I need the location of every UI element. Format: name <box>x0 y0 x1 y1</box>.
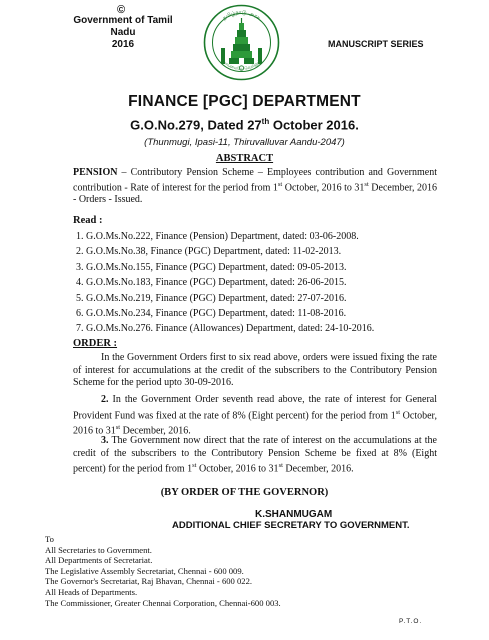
order-paragraph-1: In the Government Orders first to six read above, orders were issued fixing the rate of interest for accumulations at the credit of the subscribers to the Contributory Pension Scheme for the period upto 30-09-2016. <box>73 352 437 388</box>
svg-text:வாய்மையே வெல்லும்: வாய்மையே வெல்லும் <box>221 58 262 71</box>
list-item: 5. G.O.Ms.No.219, Finance (PGC) Department, dated: 27-07-2016. <box>76 292 347 304</box>
department-title: FINANCE [PGC] DEPARTMENT <box>128 93 361 110</box>
list-item: 6. G.O.Ms.No.234, Finance (PGC) Department, dated: 11-08-2016. <box>76 307 347 319</box>
government-name: Government of Tamil Nadu <box>73 15 173 38</box>
go-number-title: G.O.No.279, Dated 27th October 2016. <box>130 117 359 133</box>
signatory-designation: ADDITIONAL CHIEF SECRETARY TO GOVERNMENT. <box>172 520 410 531</box>
list-item: The Commissioner, Greater Chennai Corporation, Chennai-600 003. <box>45 597 281 608</box>
svg-text:தமிழ்நாடு அரசு: தமிழ்நாடு அரசு <box>221 9 262 22</box>
order-paragraph-2: 2. In the Government Order seventh read above, the rate of interest for General Provident Fund was fixed at the rate of 8% (Eight percent) for the period from 1st October, 2016 to 31st December, 2016. <box>73 394 437 437</box>
tamil-calendar-date: (Thunmugi, Ipasi-11, Thiruvalluvar Aandu-2047) <box>144 137 345 148</box>
list-item: 7. G.O.Ms.No.276. Finance (Allowances) Department, dated: 24-10-2016. <box>76 323 375 335</box>
read-references-list <box>76 229 374 337</box>
order-heading: ORDER : <box>73 338 118 349</box>
list-item: To <box>45 534 54 544</box>
list-item: 3. G.O.Ms.No.155, Finance (PGC) Department, dated: 09-05-2013. <box>76 261 347 273</box>
read-heading: Read : <box>73 215 103 226</box>
list-item: 4. G.O.Ms.No.183, Finance (PGC) Department, dated: 26-06-2015. <box>76 277 347 289</box>
list-item: All Departments of Secretariat. <box>45 555 153 566</box>
tamil-nadu-emblem-icon <box>203 4 280 81</box>
page-turn-over: P.T.O. <box>399 618 423 625</box>
list-item: The Legislative Assembly Secretariat, Chennai - 600 009. <box>45 565 244 576</box>
list-item: All Secretaries to Government. <box>45 544 152 555</box>
by-order-of-governor: (BY ORDER OF THE GOVERNOR) <box>160 487 329 498</box>
signatory-name: K.SHANMUGAM <box>255 509 333 520</box>
government-label <box>62 15 184 51</box>
recipients-list <box>45 534 281 608</box>
list-item: All Heads of Departments. <box>45 586 138 597</box>
list-item: 2. G.O.Ms.No.38, Finance (PGC) Department, dated: 11-02-2013. <box>76 246 342 258</box>
list-item: 1. G.O.Ms.No.222, Finance (Pension) Department, dated: 03-06-2008. <box>76 231 359 242</box>
list-item: The Governor's Secretariat, Raj Bhavan, Chennai - 600 022. <box>45 576 253 587</box>
abstract-heading: ABSTRACT <box>215 153 274 164</box>
government-year: 2016 <box>111 39 135 50</box>
order-paragraph-3: 3. The Government now direct that the rate of interest on the accumulations at the credit of the subscribers to the Contributory Pension Scheme be fixed at 8% (Eight percent) for the period from 1st October, 2016 to 31st December, 2016. <box>73 435 437 475</box>
copyright-symbol: © <box>117 4 126 16</box>
series-label: MANUSCRIPT SERIES <box>328 39 424 49</box>
subject-paragraph: PENSION – Contributory Pension Scheme – Employees contribution and Government contribution - Rate of interest for the period from 1st October, 2016 to 31st December, 2016 - Orders - Issued. <box>73 167 437 206</box>
